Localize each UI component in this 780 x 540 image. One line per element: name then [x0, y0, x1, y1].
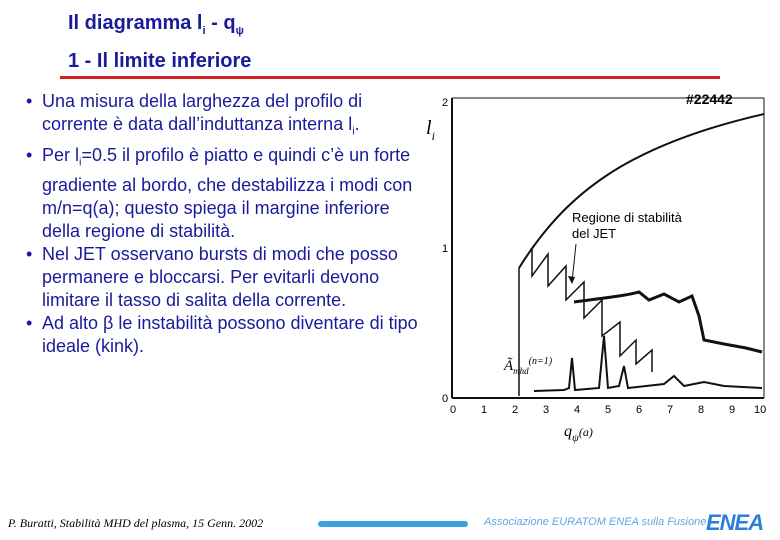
- y-tick-0: 0: [442, 393, 449, 405]
- y-axis-label: $l_i$: [426, 117, 435, 143]
- title-divider: [60, 76, 720, 79]
- x-tick-4: 4: [574, 404, 581, 416]
- x-ticks: [450, 404, 766, 416]
- enea-logo: ENEA: [706, 510, 764, 535]
- x-tick-10: 10: [754, 404, 767, 416]
- footer-citation: P. Buratti, Stabilità MHD del plasma, 15 Genn. 2002: [8, 516, 264, 530]
- x-axis-label: $q_\psi^{(a)}$: [564, 423, 593, 444]
- x-tick-1: 1: [481, 404, 488, 416]
- bullet-marker: •: [26, 144, 33, 165]
- mhd-label: $Ã_{mhd}^{(n=1)}$: [504, 356, 553, 376]
- stability-diagram: [424, 86, 774, 446]
- shot-label: #22442: [686, 91, 733, 107]
- x-tick-5: 5: [605, 404, 612, 416]
- region-arrow-head: [568, 276, 575, 284]
- y-tick-1: 1: [442, 243, 449, 255]
- stability-region-label: Regione di stabilità del JET: [572, 210, 682, 241]
- bullet-text: Una misura della larghezza del profilo di corrente è data dall’induttanza interna l: [42, 91, 363, 134]
- beta-symbol: β: [103, 313, 114, 334]
- x-tick-7: 7: [667, 404, 674, 416]
- footer-association: Associazione EURATOM ENEA sulla Fusione: [484, 516, 707, 528]
- upper-stability-boundary: [519, 114, 764, 268]
- x-tick-0: 0: [450, 404, 457, 416]
- bullet-item-1: • Una misura della larghezza del profilo di corrente è data dall’induttanza interna $l_i$.: [26, 91, 363, 138]
- slide-title: [68, 8, 251, 76]
- footer-accent-bar: [318, 521, 468, 527]
- x-tick-2: 2: [512, 404, 519, 416]
- bullet-text: le instabilità possono diventare di tipo ideale (kink).: [42, 313, 418, 357]
- bullet-item-3: [26, 243, 426, 312]
- li-trajectory: [519, 248, 652, 372]
- bullet-item-2: • Per $l_i=0.5$ il profilo è piatto e quindi c’è un forte gradiente al bordo, che destabilizza i modi con m/n=q(a); questo spiega il margine inferiore della regione di stabilità.: [26, 144, 413, 242]
- bullet-item-4: • Ad alto β le instabilità possono diventare di tipo ideale (kink).: [26, 313, 418, 357]
- x-tick-6: 6: [636, 404, 643, 416]
- bullet-text: Nel JET osservano bursts di modi che posso permanere e bloccarsi. Per evitarli devono limitare il tasso di salita della corrente.: [42, 244, 398, 311]
- bullet-marker: •: [26, 91, 33, 111]
- bullet-marker: •: [26, 313, 33, 334]
- bullet-list: [26, 90, 426, 358]
- y-tick-2: 2: [442, 97, 449, 109]
- region-arrow: [572, 244, 576, 282]
- x-tick-8: 8: [698, 404, 705, 416]
- title-line-2: 1 - Il limite inferiore: [68, 50, 252, 72]
- bullet-marker: •: [26, 244, 33, 265]
- title-line-1: Il diagramma $l_i - q_\psi$: [68, 12, 244, 37]
- bullet-text: =0.5 il profilo è piatto e quindi c’è un forte gradiente al bordo, che destabilizza i modi con m/n=q(a); questo spiega il margine inferiore della regione di stabilità.: [42, 144, 413, 242]
- x-tick-9: 9: [729, 404, 736, 416]
- x-tick-3: 3: [543, 404, 550, 416]
